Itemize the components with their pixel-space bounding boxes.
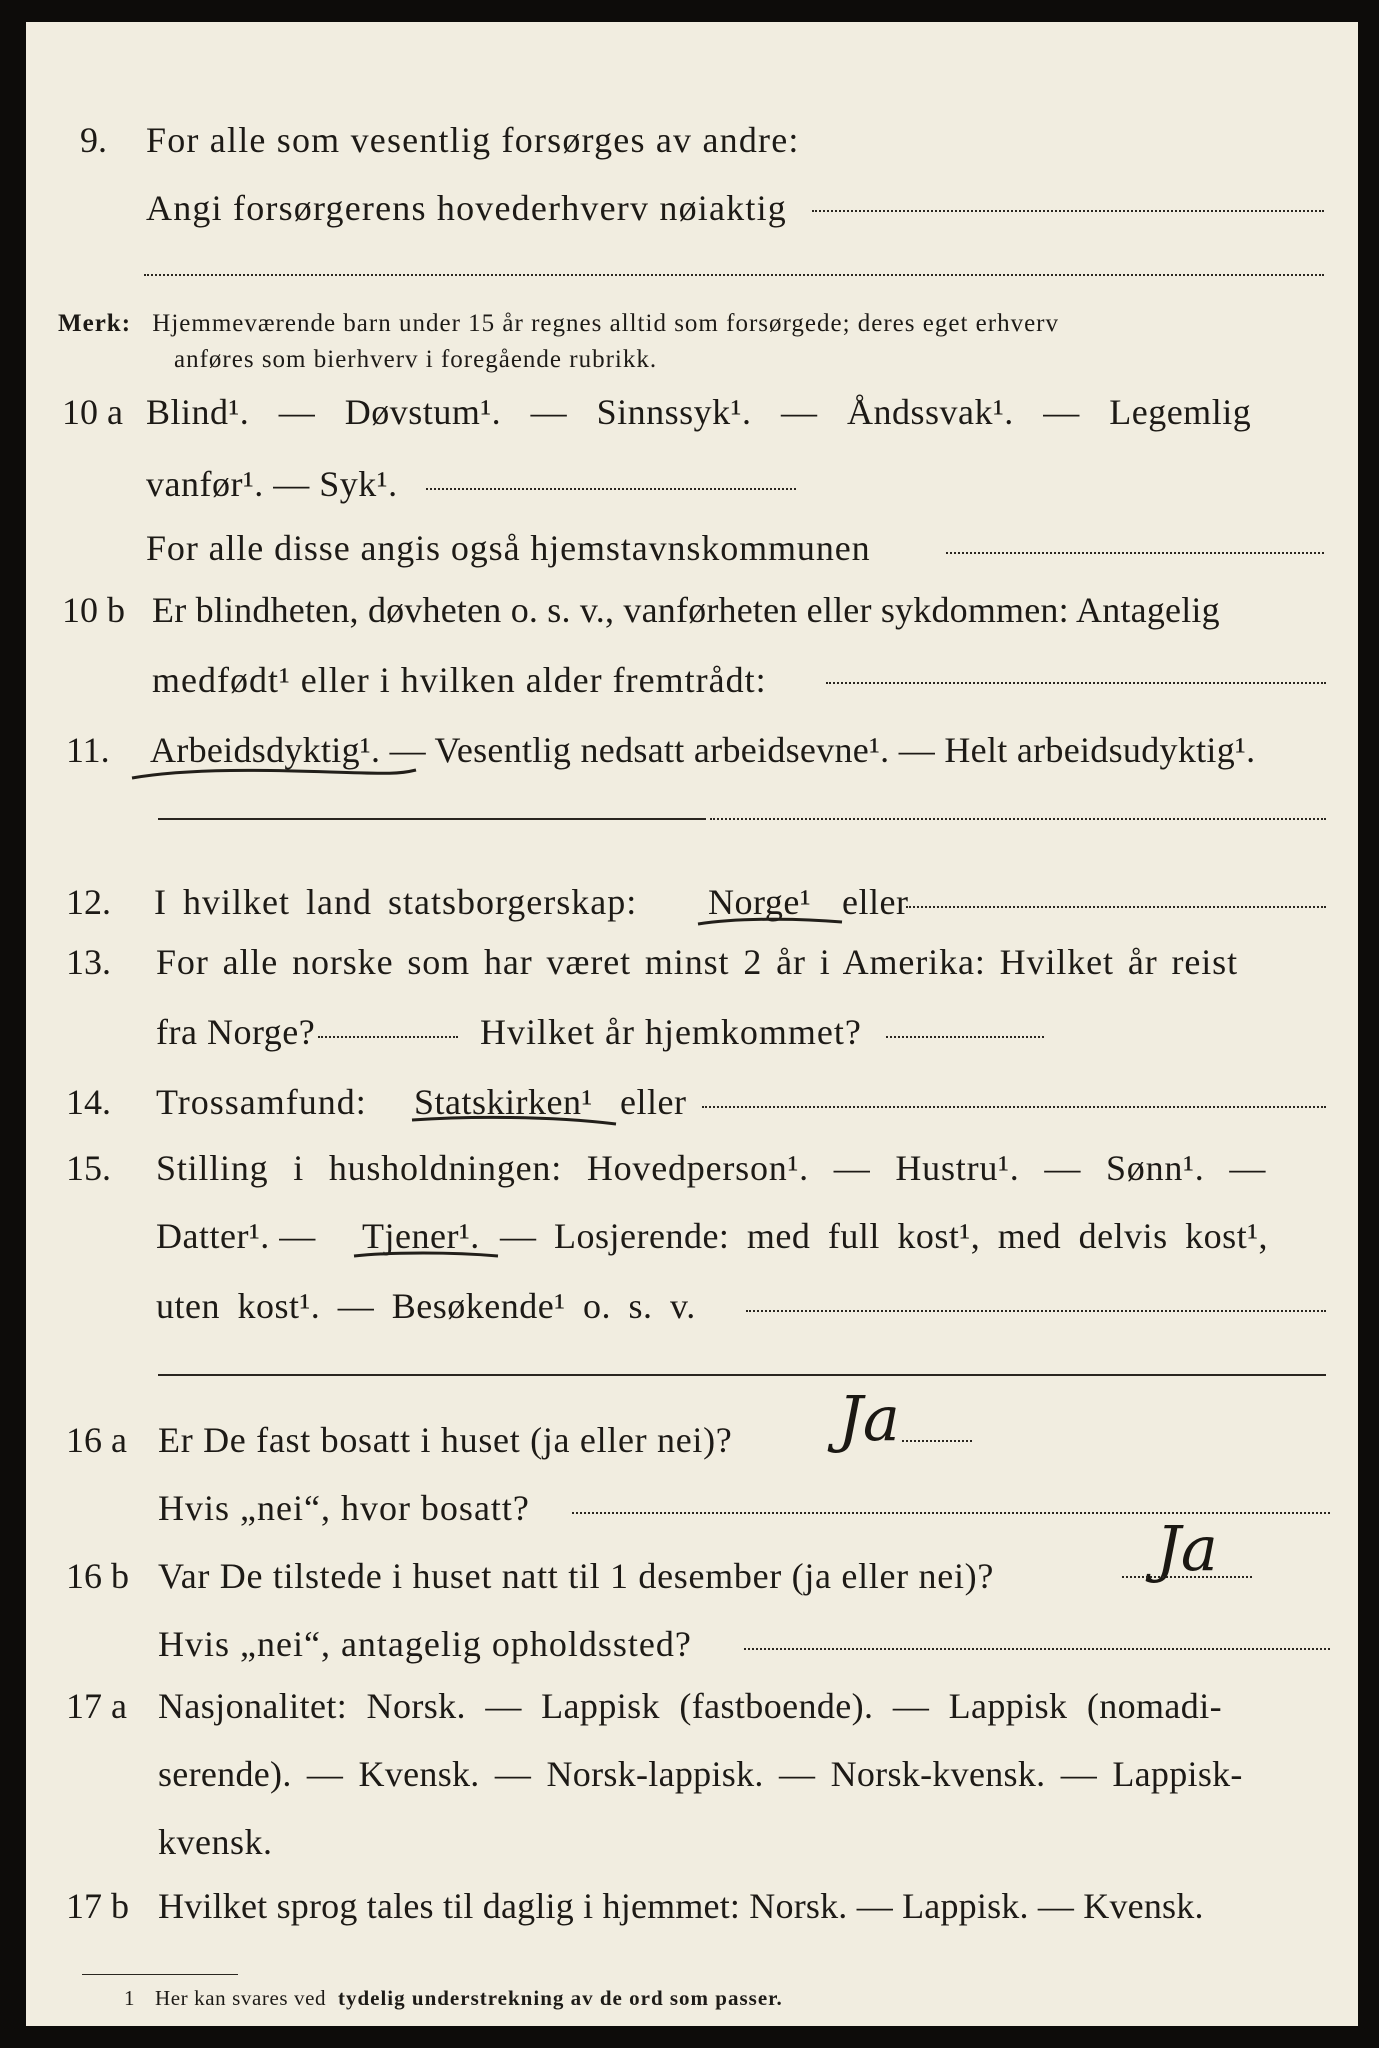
item-16a-bosatt-label: Hvis „nei“, hvor bosatt?: [158, 1488, 530, 1528]
item-14-handwritten-underline: [410, 1112, 620, 1130]
item-14-answer-line[interactable]: [702, 1106, 1326, 1108]
item-17a-options-2: serende). — Kvensk. — Norsk-lappisk. — Norsk-kvensk. — Lappisk-: [158, 1754, 1243, 1794]
item-16a-answer-line[interactable]: [902, 1440, 972, 1442]
item-12-norge-option: Norge¹: [708, 882, 812, 922]
item-16b-opholdssted-label: Hvis „nei“, antagelig opholdssted?: [158, 1624, 692, 1664]
item-12-handwritten-underline: [696, 914, 846, 932]
item-14-number: 14.: [66, 1082, 111, 1122]
item-9-question: For alle som vesentlig forsørges av andre:: [146, 120, 800, 160]
item-12-answer-line[interactable]: [906, 906, 1326, 908]
item-16b-question: Var De tilstede i huset natt til 1 desember (ja eller nei)?: [158, 1556, 995, 1596]
item-11-handwritten-underline: [130, 764, 420, 784]
item-17a-options: Nasjonalitet: Norsk. — Lappisk (fastboende). — Lappisk (nomadi-: [158, 1686, 1222, 1726]
item-13-hjemkommet-answer-line[interactable]: [886, 1036, 1044, 1038]
item-10a-number: 10 a: [62, 392, 123, 432]
item-15-options-2a: Datter¹. —: [156, 1216, 316, 1256]
item-11-answer-line[interactable]: [158, 818, 706, 820]
item-15-answer-line[interactable]: [746, 1310, 1326, 1312]
item-10b-answer-line[interactable]: [826, 682, 1326, 684]
item-11-answer-line-2[interactable]: [710, 818, 1326, 820]
item-16b-number: 16 b: [66, 1556, 129, 1596]
footnote-text-b: tydelig understrekning av de ord som passer.: [337, 1986, 783, 2010]
item-13-number: 13.: [66, 942, 111, 982]
item-14-statskirken-option: Statskirken¹: [414, 1082, 593, 1122]
item-10b-question: Er blindheten, døvheten o. s. v., vanførheten eller sykdommen: Antagelig: [152, 590, 1220, 630]
merk-text-1: Hjemmeværende barn under 15 år regnes alltid som forsørgede; deres eget erhverv: [152, 310, 1059, 337]
item-9-answer-line[interactable]: [812, 210, 1324, 212]
footnote-mark: 1: [124, 1986, 136, 2010]
item-12-question: I hvilket land statsborgerskap:: [154, 882, 638, 922]
item-15-options-2b: — Losjerende: med full kost¹, med delvis kost¹,: [500, 1216, 1268, 1256]
footnote-rule: [82, 1974, 238, 1975]
item-16b-opholdssted-line[interactable]: [744, 1648, 1330, 1650]
item-16b-answer-line[interactable]: [1122, 1576, 1252, 1578]
item-9-instruction: Angi forsørgerens hovederhverv nøiaktig: [146, 188, 787, 228]
item-11-options: Arbeidsdyktig¹. — Vesentlig nedsatt arbeidsevne¹. — Helt arbeidsudyktig¹.: [150, 730, 1256, 770]
item-14-eller: eller: [620, 1082, 687, 1122]
merk-text-2: anføres som bierhverv i foregående rubrikk.: [174, 346, 658, 373]
item-12-number: 12.: [66, 882, 111, 922]
footnote: [124, 1984, 783, 2012]
item-15-handwritten-underline: [352, 1248, 502, 1264]
item-14-question: Trossamfund:: [156, 1082, 367, 1122]
census-form-page: [26, 22, 1358, 2026]
item-10a-options-2: vanfør¹. — Syk¹.: [146, 464, 398, 504]
item-15-question: Stilling i husholdningen: Hovedperson¹. — Hustru¹. — Sønn¹. —: [156, 1148, 1267, 1188]
item-10b-question-2: medfødt¹ eller i hvilken alder fremtrådt:: [152, 660, 767, 700]
item-10a-answer-line[interactable]: [426, 488, 796, 490]
item-16a-question: Er De fast bosatt i huset (ja eller nei)?: [158, 1420, 733, 1460]
item-13-reist-label: fra Norge?: [156, 1012, 316, 1052]
item-16b-handwritten-answer: Ja: [1156, 1512, 1218, 1585]
item-17a-options-3: kvensk.: [158, 1822, 273, 1862]
item-10a-options: Blind¹. — Døvstum¹. — Sinnssyk¹. — Åndssvak¹. — Legemlig: [146, 392, 1252, 432]
item-12-eller: eller: [842, 882, 909, 922]
item-9-number: 9.: [80, 120, 107, 160]
item-13-hjemkommet-label: Hvilket år hjemkommet?: [480, 1012, 862, 1052]
item-15-options-3: uten kost¹. — Besøkende¹ o. s. v.: [156, 1286, 696, 1326]
item-17b-number: 17 b: [66, 1886, 129, 1926]
merk-note-line-1: [58, 306, 1059, 342]
item-15-tjener-option: Tjener¹.: [362, 1216, 480, 1256]
item-10a-hjemstavn: For alle disse angis også hjemstavnskommunen: [146, 528, 871, 568]
item-17a-number: 17 a: [66, 1686, 127, 1726]
item-10b-number: 10 b: [62, 590, 125, 630]
merk-label: Merk:: [58, 310, 132, 337]
item-10a-hjemstavn-line[interactable]: [946, 552, 1324, 554]
footnote-text-a: Her kan svares ved: [154, 1986, 327, 2010]
item-16a-handwritten-answer: Ja: [838, 1382, 900, 1455]
item-13-question: For alle norske som har været minst 2 år i Amerika: Hvilket år reist: [156, 942, 1238, 982]
item-11-number: 11.: [66, 730, 110, 770]
item-9-answer-line-2[interactable]: [144, 274, 1324, 276]
item-17b-options: Hvilket sprog tales til daglig i hjemmet: Norsk. — Lappisk. — Kvensk.: [158, 1886, 1204, 1926]
item-15-answer-line-2[interactable]: [158, 1374, 1326, 1376]
item-15-number: 15.: [66, 1148, 111, 1188]
item-13-reist-answer-line[interactable]: [318, 1036, 458, 1038]
item-16a-number: 16 a: [66, 1420, 127, 1460]
